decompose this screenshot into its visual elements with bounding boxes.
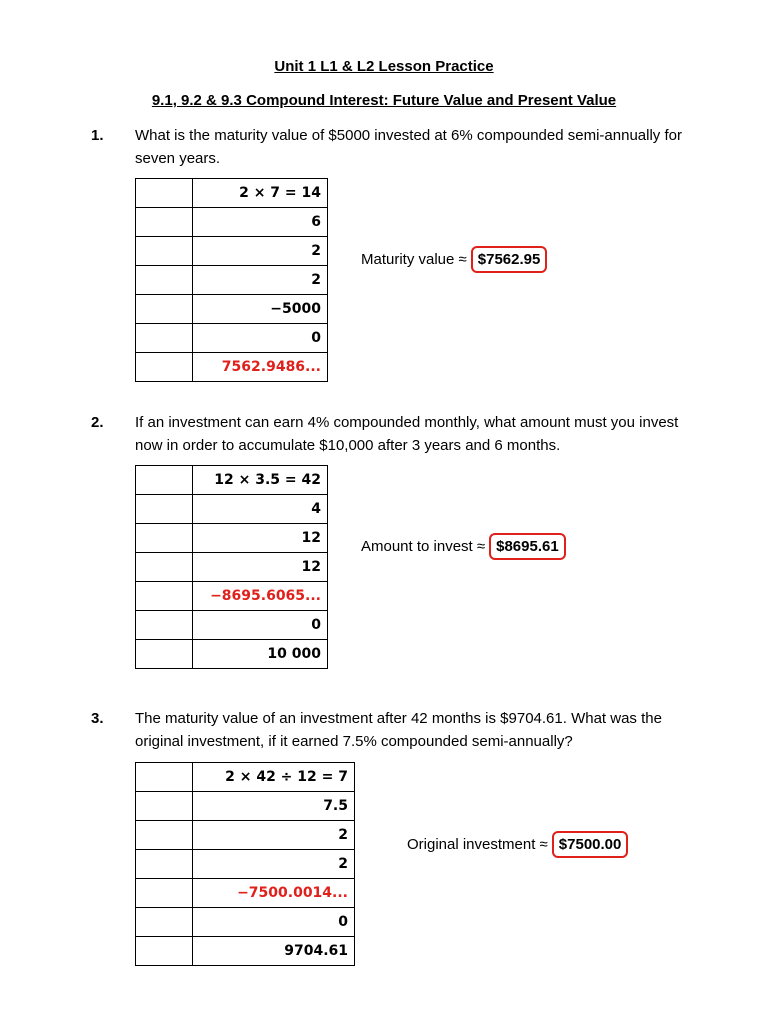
answer-value: $7562.95 bbox=[471, 246, 548, 273]
table-cell: 7.5 bbox=[193, 792, 355, 821]
table-cell: 12 × 3.5 = 42 bbox=[193, 466, 328, 495]
table-cell: 2 bbox=[193, 266, 328, 295]
question-3-answer bbox=[407, 831, 628, 858]
table-row bbox=[136, 879, 355, 908]
table-cell: 0 bbox=[193, 611, 328, 640]
question-3-number: 3. bbox=[91, 710, 104, 727]
answer-value: $7500.00 bbox=[552, 831, 629, 858]
table-cell: 2 × 42 ÷ 12 = 7 bbox=[193, 763, 355, 792]
question-2-answer bbox=[361, 533, 566, 560]
question-2-number: 2. bbox=[91, 414, 104, 431]
table-row bbox=[136, 295, 328, 324]
table-row bbox=[136, 179, 328, 208]
table-row bbox=[136, 466, 328, 495]
table-row bbox=[136, 821, 355, 850]
table-row bbox=[136, 495, 328, 524]
question-2-table bbox=[135, 465, 328, 669]
answer-label: Amount to invest ≈ bbox=[361, 538, 486, 555]
page-subtitle: 9.1, 9.2 & 9.3 Compound Interest: Future Value and Present Value bbox=[151, 92, 617, 109]
table-cell: 7562.9486... bbox=[193, 353, 328, 382]
table-row bbox=[136, 553, 328, 582]
question-1-number: 1. bbox=[91, 127, 104, 144]
table-row bbox=[136, 611, 328, 640]
table-row bbox=[136, 908, 355, 937]
table-cell: 0 bbox=[193, 908, 355, 937]
answer-label: Maturity value ≈ bbox=[361, 251, 467, 268]
table-row bbox=[136, 237, 328, 266]
table-cell: 9704.61 bbox=[193, 937, 355, 966]
table-row bbox=[136, 792, 355, 821]
table-cell: −7500.0014... bbox=[193, 879, 355, 908]
table-cell: 6 bbox=[193, 208, 328, 237]
table-row bbox=[136, 353, 328, 382]
table-cell: 2 bbox=[193, 850, 355, 879]
table-cell: 12 bbox=[193, 524, 328, 553]
table-row bbox=[136, 850, 355, 879]
table-row bbox=[136, 208, 328, 237]
question-1-text: What is the maturity value of $5000 invested at 6% compounded semi-annually for seven years. bbox=[135, 127, 682, 167]
table-cell: 10 000 bbox=[193, 640, 328, 669]
table-row bbox=[136, 266, 328, 295]
table-cell: 2 bbox=[193, 821, 355, 850]
answer-label: Original investment ≈ bbox=[407, 836, 548, 853]
table-cell: 4 bbox=[193, 495, 328, 524]
table-row bbox=[136, 324, 328, 353]
question-2-text: If an investment can earn 4% compounded monthly, what amount must you invest now in order to accumulate $10,000 after 3 years and 6 months. bbox=[135, 414, 679, 454]
question-1-answer bbox=[361, 246, 547, 273]
table-cell: 0 bbox=[193, 324, 328, 353]
table-cell: 12 bbox=[193, 553, 328, 582]
table-cell: −5000 bbox=[193, 295, 328, 324]
page-title: Unit 1 L1 & L2 Lesson Practice bbox=[274, 58, 494, 75]
question-3-table bbox=[135, 762, 355, 966]
question-3-text: The maturity value of an investment after 42 months is $9704.61. What was the original investment, if it earned 7.5% compounded semi-annually? bbox=[135, 710, 662, 750]
table-row bbox=[136, 524, 328, 553]
table-cell: 2 bbox=[193, 237, 328, 266]
table-row bbox=[136, 640, 328, 669]
question-1-table bbox=[135, 178, 328, 382]
table-row bbox=[136, 763, 355, 792]
table-row bbox=[136, 582, 328, 611]
table-cell: 2 × 7 = 14 bbox=[193, 179, 328, 208]
answer-value: $8695.61 bbox=[489, 533, 566, 560]
table-cell: −8695.6065... bbox=[193, 582, 328, 611]
table-row bbox=[136, 937, 355, 966]
